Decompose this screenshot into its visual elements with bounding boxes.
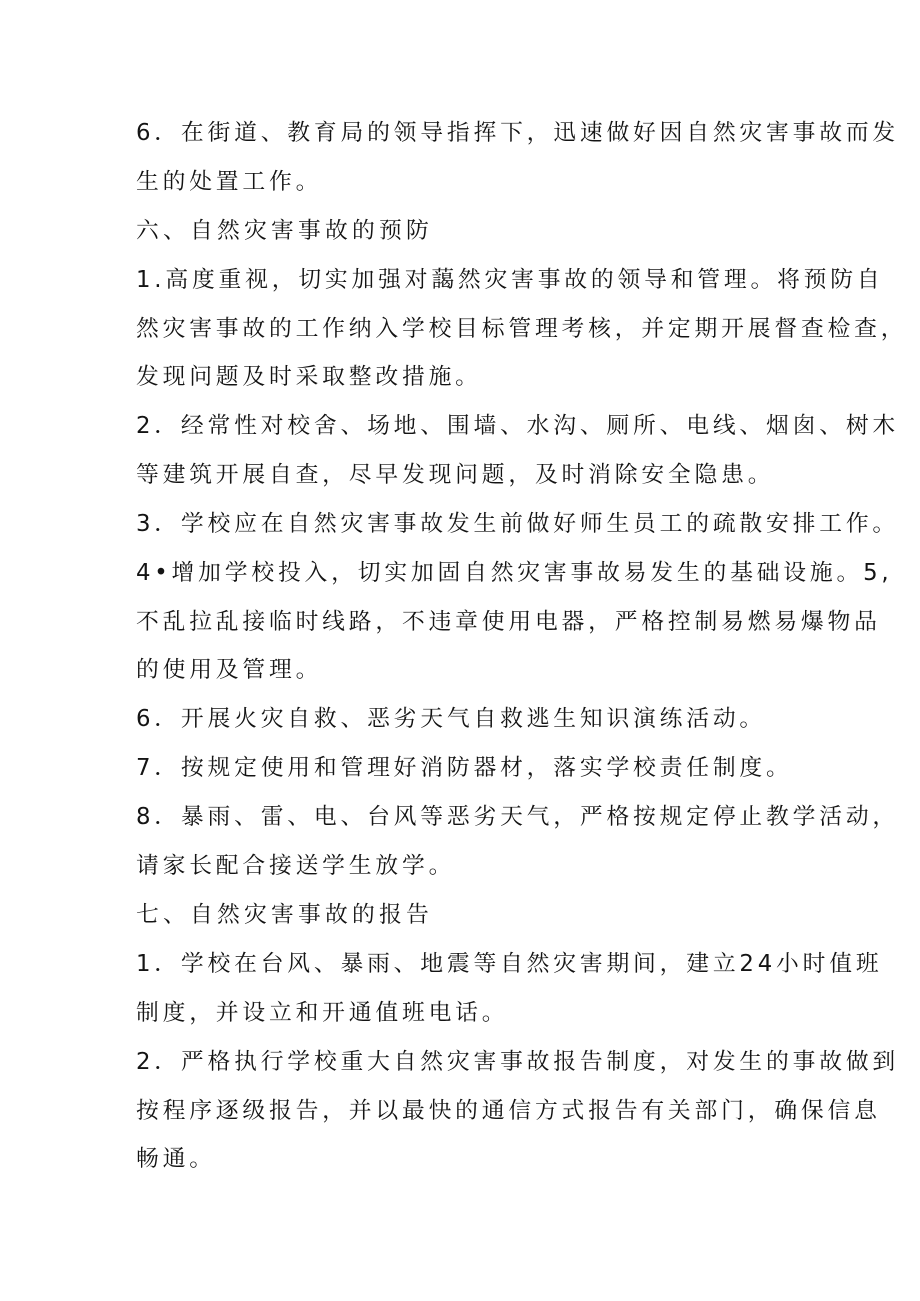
paragraph-line: 2．严格执行学校重大自然灾害事故报告制度，对发生的事故做到 <box>136 1049 900 1075</box>
paragraph-line: 等建筑开展自查，尽早发现问题，及时消除安全隐患。 <box>136 462 775 488</box>
paragraph-line: 7．按规定使用和管理好消防器材，落实学校责任制度。 <box>136 755 793 781</box>
paragraph-line: 4•增加学校投入，切实加固自然灾害事故易发生的基础设施。5, <box>136 560 893 586</box>
paragraph-line: 8．暴雨、雷、电、台风等恶劣天气，严格按规定停止教学活动， <box>136 804 900 830</box>
section-heading: 七、自然灾害事故的报告 <box>136 902 433 928</box>
paragraph-line: 3．学校应在自然灾害事故发生前做好师生员工的疏散安排工作。 <box>136 511 900 537</box>
paragraph-line: 请家长配合接送学生放学。 <box>136 853 456 879</box>
paragraph-line: 制度，并设立和开通值班电话。 <box>136 1000 509 1026</box>
paragraph-line: 按程序逐级报告，并以最快的通信方式报告有关部门，确保信息 <box>136 1098 881 1124</box>
paragraph-line: 生的处置工作。 <box>136 169 323 195</box>
paragraph-line: 6．开展火灾自救、恶劣天气自救逃生知识演练活动。 <box>136 706 767 732</box>
paragraph-line: 然灾害事故的工作纳入学校目标管理考核，并定期开展督查检查， <box>136 316 908 342</box>
paragraph-line: 不乱拉乱接临时线路，不违章使用电器，严格控制易燃易爆物品 <box>136 609 881 635</box>
paragraph-line: 的使用及管理。 <box>136 657 323 683</box>
paragraph-line: 畅通。 <box>136 1146 216 1172</box>
paragraph-line: 6．在街道、教育局的领导指挥下，迅速做好因自然灾害事故而发 <box>136 120 900 146</box>
section-heading: 六、自然灾害事故的预防 <box>136 218 433 244</box>
paragraph-line: 1．学校在台风、暴雨、地震等自然灾害期间，建立24小时值班 <box>136 951 883 977</box>
paragraph-line: 发现问题及时采取整改措施。 <box>136 364 482 390</box>
paragraph-line: 2．经常性对校舍、场地、围墙、水沟、厕所、电线、烟囱、树木 <box>136 413 900 439</box>
paragraph-line: 1.高度重视，切实加强对藹然灾害事故的领导和管理。将预防自 <box>136 267 884 293</box>
